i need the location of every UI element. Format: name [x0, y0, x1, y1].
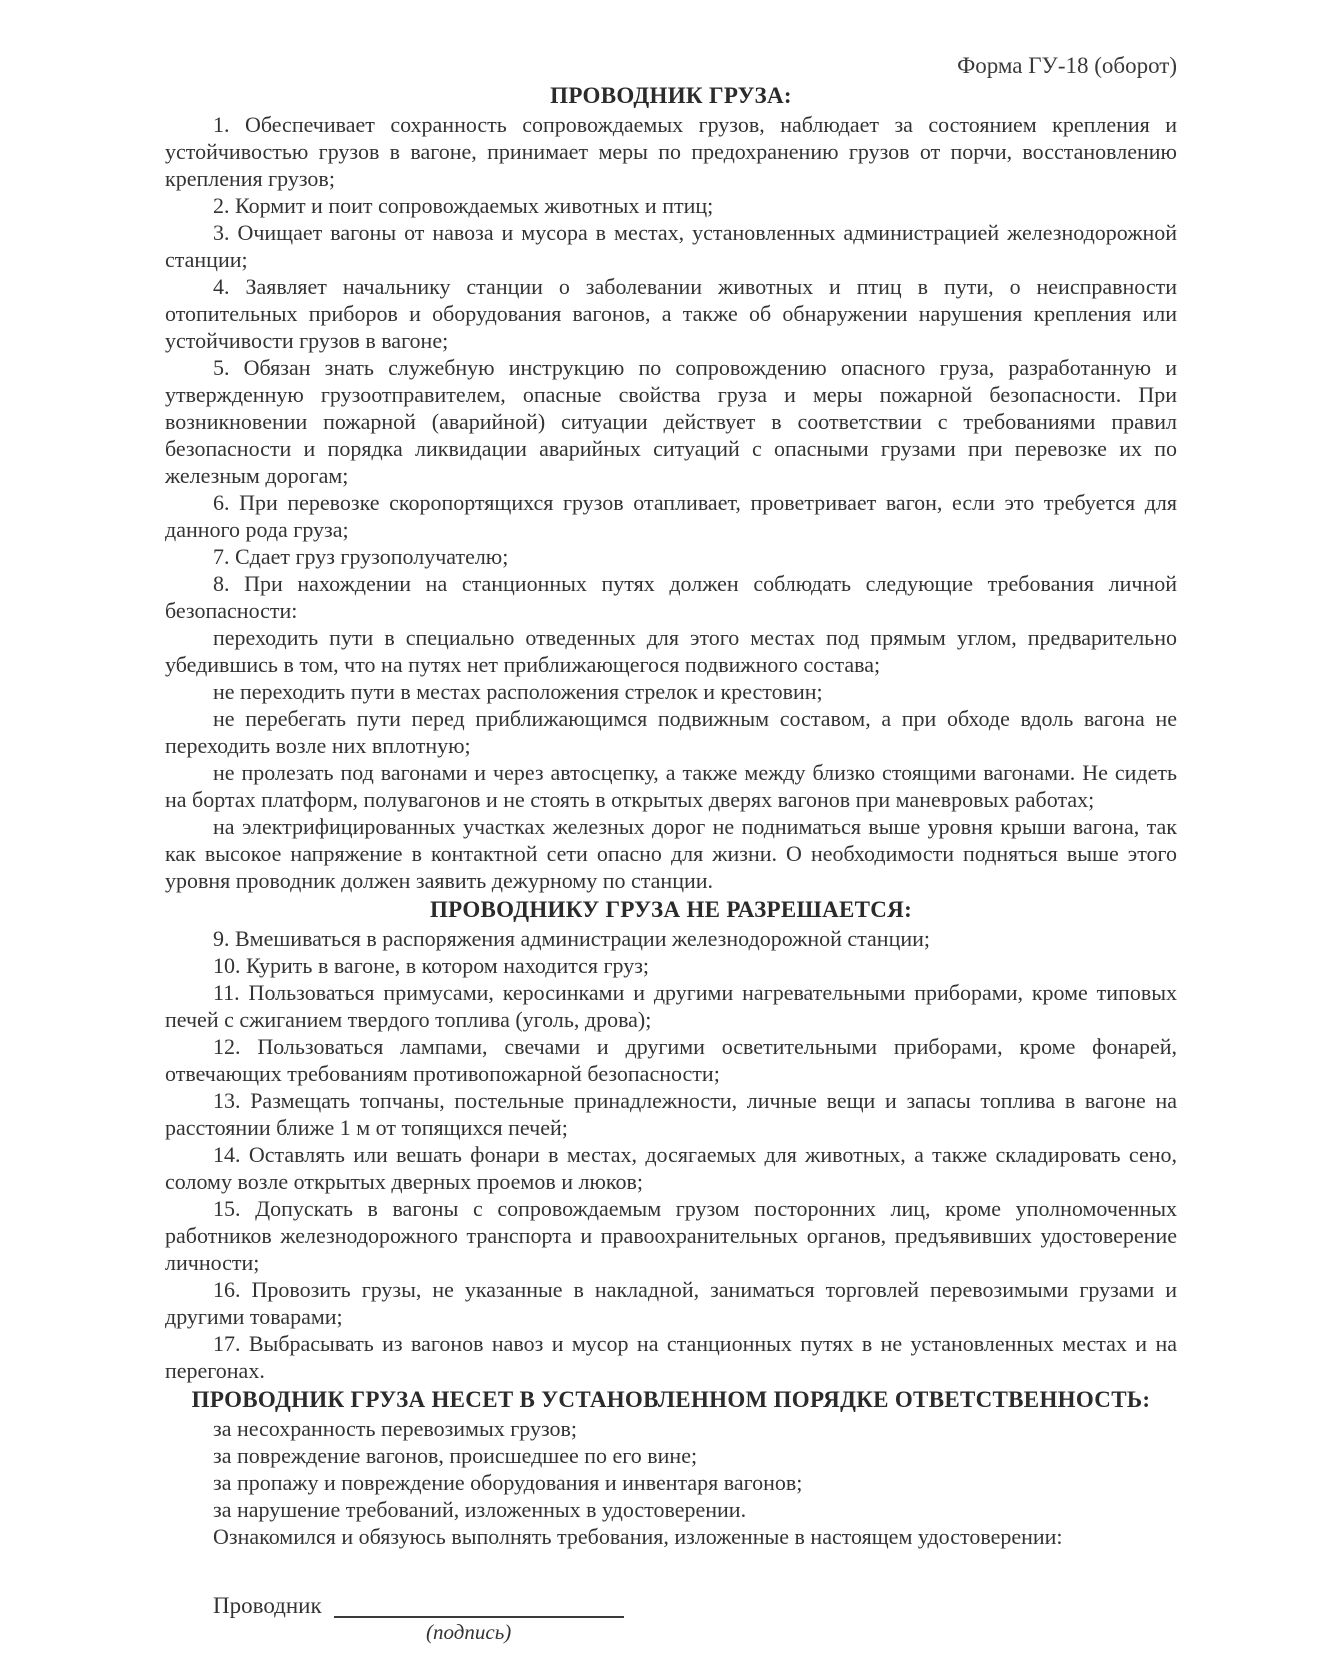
paragraph: на электрифицированных участках железных дорог не подниматься выше уровня крыши вагона, так как высокое напряжение в контактной сети опасно для жизни. О необходимости подняться выше этого уровня проводник должен заявить дежурному по станции. — [165, 814, 1177, 893]
signature-field — [334, 1592, 624, 1645]
section-prohibitions-title: ПРОВОДНИКУ ГРУЗА НЕ РАЗРЕШАЕТСЯ: — [429, 897, 913, 922]
form-number-label: Форма ГУ-18 (оборот) — [957, 53, 1177, 78]
paragraph: 10. Курить в вагоне, в котором находится груз; — [213, 953, 650, 978]
section-duties-title: ПРОВОДНИК ГРУЗА: — [550, 83, 792, 108]
signature-block — [165, 1592, 1177, 1645]
paragraph: 15. Допускать в вагоны с сопровождаемым грузом посторонних лиц, кроме уполномоченных работников железнодорожного транспорта и правоохранительных органов, предъявивших удостоверение личности; — [165, 1196, 1177, 1275]
paragraph: 12. Пользоваться лампами, свечами и другими осветительными приборами, кроме фонарей, отвечающих требованиям противопожарной безопасности; — [165, 1034, 1177, 1086]
section-responsibility — [165, 1384, 1177, 1550]
paragraph: 3. Очищает вагоны от навоза и мусора в местах, установленных администрацией железнодорожной станции; — [165, 220, 1177, 272]
signature-line — [334, 1592, 624, 1618]
section-duties-body — [165, 111, 1177, 894]
paragraph: 11. Пользоваться примусами, керосинками и другими нагревательными приборами, кроме типовых печей с сжиганием твердого топлива (уголь, дрова); — [165, 980, 1177, 1032]
paragraph: 7. Сдает груз грузополучателю; — [213, 544, 509, 569]
paragraph: за нарушение требований, изложенных в удостоверении. — [213, 1497, 747, 1522]
section-responsibility-title: ПРОВОДНИК ГРУЗА НЕСЕТ В УСТАНОВЛЕННОМ ПОРЯДКЕ ОТВЕТСТВЕННОСТЬ: — [191, 1387, 1151, 1412]
paragraph: 5. Обязан знать служебную инструкцию по сопровождению опасного груза, разработанную и утвержденную грузоотправителем, опасные свойства груза и меры пожарной безопасности. При возникновении пожарной (аварийной) ситуации действует в соответствии с требованиями правил безопасности и порядка ликвидации аварийных ситуаций с опасными грузами при перевозке их по железным дорогам; — [165, 355, 1177, 488]
paragraph: 6. При перевозке скоропортящихся грузов отапливает, проветривает вагон, если это требуется для данного рода груза; — [165, 490, 1177, 542]
paragraph: переходить пути в специально отведенных для этого местах под прямым углом, предварительно убедившись в том, что на путях нет приближающегося подвижного состава; — [165, 625, 1177, 677]
paragraph: 13. Размещать топчаны, постельные принадлежности, личные вещи и запасы топлива в вагоне на расстоянии ближе 1 м от топящихся печей; — [165, 1088, 1177, 1140]
paragraph: 9. Вмешиваться в распоряжения администрации железнодорожной станции; — [213, 926, 931, 951]
paragraph: не перебегать пути перед приближающимся подвижным составом, а при обходе вдоль вагона не переходить возле них вплотную; — [165, 706, 1177, 758]
section-duties — [165, 80, 1177, 894]
paragraph: за пропажу и повреждение оборудования и инвентаря вагонов; — [213, 1470, 803, 1495]
paragraph: 1. Обеспечивает сохранность сопровождаемых грузов, наблюдает за состоянием крепления и устойчивостью грузов в вагоне, принимает меры по предохранению грузов от порчи, восстановлению крепления грузов; — [165, 112, 1177, 191]
paragraph: 17. Выбрасывать из вагонов навоз и мусор на станционных путях в не установленных местах и на перегонах. — [165, 1331, 1177, 1383]
signature-caption: (подпись) — [426, 1620, 512, 1644]
section-prohibitions — [165, 894, 1177, 1384]
paragraph: 14. Оставлять или вешать фонари в местах, досягаемых для животных, а также складировать сено, солому возле открытых дверных проемов и люков; — [165, 1142, 1177, 1194]
paragraph: за несохранность перевозимых грузов; — [213, 1416, 578, 1441]
paragraph: не переходить пути в местах расположения стрелок и крестовин; — [213, 679, 823, 704]
section-responsibility-body — [165, 1415, 1177, 1550]
paragraph: за повреждение вагонов, происшедшее по его вине; — [213, 1443, 698, 1468]
paragraph: 4. Заявляет начальнику станции о заболевании животных и птиц в пути, о неисправности отопительных приборов и оборудования вагонов, а также об обнаружении нарушения крепления или устойчивости грузов в вагоне; — [165, 274, 1177, 353]
paragraph: 2. Кормит и поит сопровождаемых животных и птиц; — [213, 193, 714, 218]
paragraph: не пролезать под вагонами и через автосцепку, а также между близко стоящими вагонами. Не сидеть на бортах платформ, полувагонов и не стоять в открытых дверях вагонов при маневровых работах; — [165, 760, 1177, 812]
paragraph: Ознакомился и обязуюсь выполнять требования, изложенные в настоящем удостоверении: — [213, 1524, 1063, 1549]
paragraph: 16. Провозить грузы, не указанные в накладной, заниматься торговлей перевозимыми грузами и другими товарами; — [165, 1277, 1177, 1329]
section-prohibitions-body — [165, 925, 1177, 1384]
paragraph: 8. При нахождении на станционных путях должен соблюдать следующие требования личной безопасности: — [165, 571, 1177, 623]
signature-label: Проводник — [213, 1593, 322, 1618]
